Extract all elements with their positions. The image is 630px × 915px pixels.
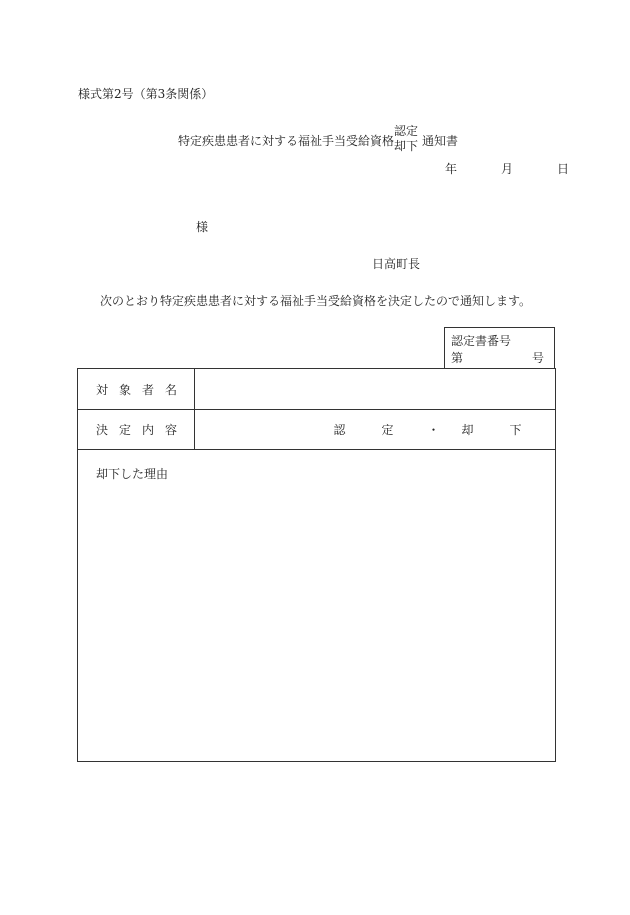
subject-row bbox=[78, 369, 555, 410]
reason-label: 却下した理由 bbox=[96, 467, 169, 481]
subject-value[interactable] bbox=[195, 369, 555, 409]
certificate-number-box bbox=[444, 327, 555, 368]
date-year: 年 bbox=[445, 162, 458, 176]
issuer: 日高町長 bbox=[372, 257, 421, 271]
cert-number-label: 認定書番号 bbox=[451, 334, 512, 348]
decision-separator: ・ bbox=[427, 422, 440, 437]
decision-approve[interactable]: 認 定 bbox=[333, 422, 406, 437]
decision-value bbox=[195, 409, 630, 449]
date-line bbox=[445, 160, 569, 177]
title-stack bbox=[394, 124, 418, 154]
title-stack-reject: 却下 bbox=[394, 139, 419, 153]
cert-number-prefix: 第 bbox=[451, 351, 464, 365]
decision-reject[interactable]: 却 下 bbox=[461, 422, 534, 437]
subject-label: 対象者名 bbox=[78, 369, 195, 409]
date-month: 月 bbox=[501, 162, 514, 176]
form-number: 様式第2号（第3条関係） bbox=[78, 87, 214, 101]
addressee-suffix: 様 bbox=[196, 220, 209, 234]
title-main: 特定疾患患者に対する福祉手当受給資格 bbox=[178, 134, 395, 148]
body-text: 次のとおり特定疾患患者に対する福祉手当受給資格を決定したので通知します。 bbox=[100, 294, 532, 308]
title-tail: 通知書 bbox=[422, 134, 459, 148]
cert-number-suffix: 号 bbox=[531, 351, 544, 365]
decision-label: 決定内容 bbox=[78, 409, 195, 449]
date-day: 日 bbox=[557, 162, 570, 176]
title-stack-approve: 認定 bbox=[394, 124, 419, 138]
decision-table bbox=[77, 368, 556, 762]
decision-row bbox=[78, 409, 555, 450]
